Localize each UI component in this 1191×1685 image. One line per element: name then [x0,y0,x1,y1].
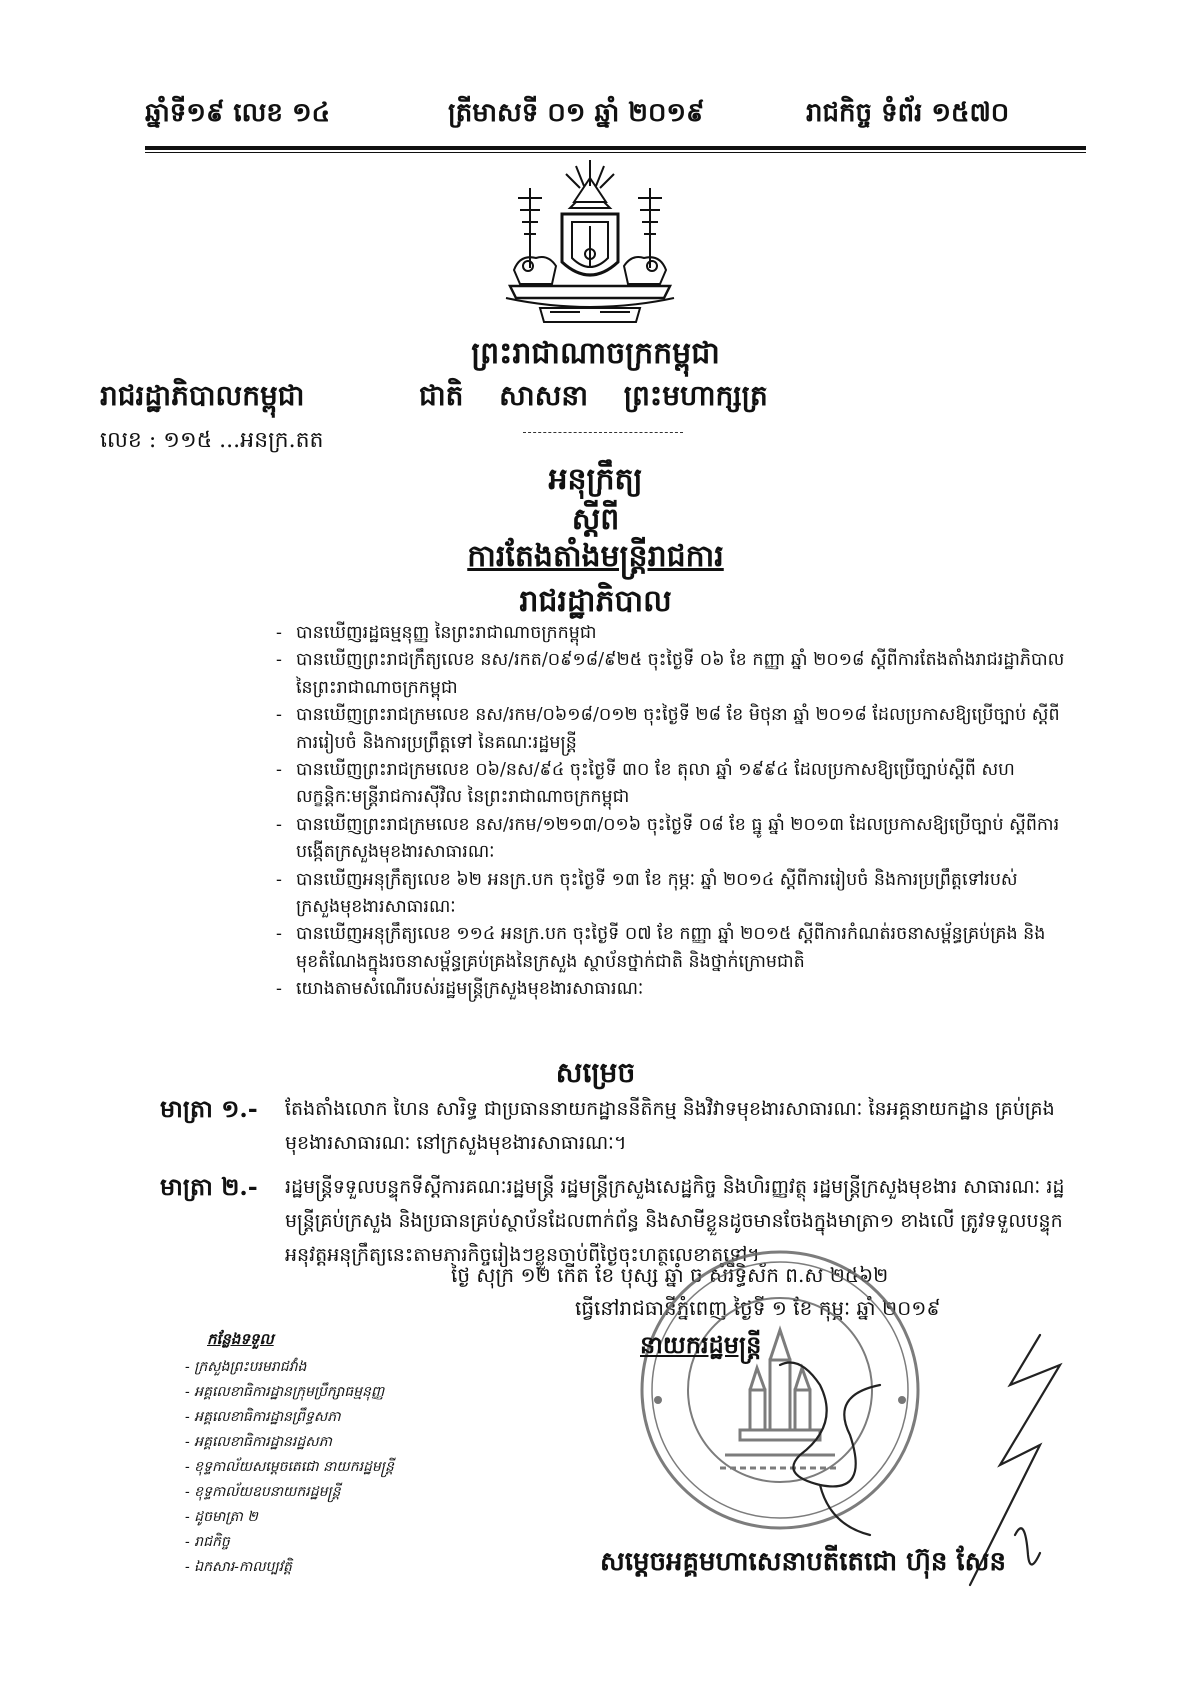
document-subject [0,537,1191,581]
recipient-item: - អគ្គលេខាធិការដ្ឋានក្រុមប្រឹក្សាធម្មនុញ្ញ [185,1384,385,1400]
recipients-title-text: កន្លែងទទួល [207,1330,274,1348]
recipient-item: - ឯកសារ-កាលប្បវត្តិ [185,1559,292,1575]
recipient-item: - អគ្គលេខាធិការដ្ឋានព្រឹទ្ធសភា [185,1409,341,1425]
recipient-item: - ខុទ្ទកាល័យឧបនាយករដ្ឋមន្ត្រី [185,1484,341,1500]
gazette-quarter-date: ត្រីមាសទី ០១ ឆ្នាំ ២០១៩ [448,98,705,128]
recipient-item: - ខុទ្ទកាល័យសម្តេចតេជោ នាយករដ្ឋមន្ត្រី [185,1459,394,1475]
header-rule [145,146,1086,150]
decision-heading: សម្រេច [555,1056,636,1089]
national-motto: ជាតិ សាសនា ព្រះមហាក្សត្រ [419,379,768,412]
recipients-title [207,1330,274,1352]
clause-item: - បានឃើញព្រះរាជក្រមលេខ នស/រកម/១២១៣/០១៦ ចុះថ្ងៃទី ០៨ ខែ ធ្នូ ឆ្នាំ ២០១៣ ដែលប្រកាសឱ្យប្រើច្បាប់ ស្តីពីការបង្កើតក្រសួងមុខងារសាធារណៈ [276,812,1066,867]
clause-item: - យោងតាមសំណើរបស់រដ្ឋមន្ត្រីក្រសួងមុខងារសាធារណៈ [276,976,1066,1003]
recipient-item: - ក្រសួងព្រះបរមរាជវាំង [185,1359,307,1375]
recipient-item: - អគ្គលេខាធិការដ្ឋានរដ្ឋសភា [185,1434,332,1450]
clause-item: - បានឃើញព្រះរាជក្រឹត្យលេខ នស/រកត/០៩១៨/៩២៥ ចុះថ្ងៃទី ០៦ ខែ កញ្ញា ឆ្នាំ ២០១៨ ស្តីពីការតែងតាំងរាជរដ្ឋាភិបាល នៃព្រះរាជាណាចក្រកម្ពុជា [276,647,1066,702]
lunar-date: ថ្ងៃ សុក្រ ១២ កើត ខែ បុស្ស ឆ្នាំ ច សំរឹទ្ធិស័ក ព.ស ២៥៦២ [451,1263,889,1287]
article-2-text: រដ្ឋមន្ត្រីទទួលបន្ទុកទីស្តីការគណៈរដ្ឋមន្ត្រី រដ្ឋមន្ត្រីក្រសួងសេដ្ឋកិច្ច និងហិរញ្ញវត្ថុ រដ្ឋមន្ត្រីក្រសួងមុខងារ សាធារណៈ រដ្ឋមន្ត្រីគ្រប់ក្រសួង និងប្រធានគ្រប់ស្ថាប័នដែលពាក់ព័ន្ធ និងសាមីខ្លួនដូចមានចែងក្នុងមាត្រា១ ខាងលើ ត្រូវទទួលបន្ទុកអនុវត្តអនុក្រឹត្យនេះតាមភារកិច្ចរៀងៗខ្លួនចាប់ពីថ្ងៃចុះហត្ថលេខាតទៅ។ [285,1176,1065,1266]
article-2-label: មាត្រា ២.- [160,1172,258,1201]
government-name: រាជរដ្ឋាភិបាលកម្ពុជា [100,379,305,412]
clause-item: - បានឃើញរដ្ឋធម្មនុញ្ញ នៃព្រះរាជាណាចក្រកម្ពុជា [276,620,1066,647]
header-rule-thin [145,152,1086,153]
gazette-page-number: រាជកិច្ច ទំព័រ ១៥៧០ [806,98,1010,128]
clause-item: - បានឃើញព្រះរាជក្រមលេខ នស/រកម/០៦១៨/០១២ ចុះថ្ងៃទី ២៨ ខែ មិថុនា ឆ្នាំ ២០១៨ ដែលប្រកាសឱ្យប្រើច្បាប់ ស្តីពីការរៀបចំ និងការប្រព្រឹត្តទៅ នៃគណៈរដ្ឋមន្ត្រី [276,702,1066,757]
kingdom-name: ព្រះរាជាណាចក្រកម្ពុជា [471,336,720,371]
clause-item: - បានឃើញអនុក្រឹត្យលេខ ៦២ អនក្រ.បក ចុះថ្ងៃទី ១៣ ខែ កុម្ភៈ ឆ្នាំ ២០១៤ ស្តីពីការរៀបចំ និងការប្រព្រឹត្តទៅរបស់ ក្រសួងមុខងារសាធារណៈ [276,867,1066,922]
reference-number: លេខ : ១១៥ ...អនក្រ.តត [100,428,324,453]
place-and-date: ធ្វើនៅរាជធានីភ្នំពេញ ថ្ងៃទី ១ ខែ កុម្ភៈ ឆ្នាំ ២០១៩ [575,1296,941,1320]
document-about: ស្តីពី [571,502,620,537]
gazette-issue: ឆ្នាំទី១៩ លេខ ១៤ [145,98,331,128]
preamble-clauses [276,620,1066,1004]
prime-minister-title [640,1330,761,1365]
prime-minister-name: សម្តេចអគ្គមហាសេនាបតីតេជោ ហ៊ុន សែន [600,1547,1006,1577]
clause-item: - បានឃើញអនុក្រឹត្យលេខ ១១៤ អនក្រ.បក ចុះថ្ងៃទី ០៧ ខែ កញ្ញា ឆ្នាំ ២០១៥ ស្តីពីការកំណត់រចនាសម្ព័ន្ធគ្រប់គ្រង និង មុខតំណែងក្នុងរចនាសម្ព័ន្ធគ្រប់គ្រងនៃក្រសួង ស្ថាប័នថ្នាក់ជាតិ និងថ្នាក់ក្រោមជាតិ [276,921,1066,976]
motto-separator [523,432,683,433]
document-subject-text: ការតែងតាំងមន្ត្រីរាជការ [467,539,724,574]
recipient-item: - ដូចមាត្រា ២ [185,1509,258,1525]
clause-item: - បានឃើញព្រះរាជក្រមលេខ ០៦/នស/៩៤ ចុះថ្ងៃទី ៣០ ខែ តុលា ឆ្នាំ ១៩៩៤ ដែលប្រកាសឱ្យប្រើច្បាប់ស្តីពី សហលក្ខន្តិកៈមន្ត្រីរាជការស៊ីវិល នៃព្រះរាជាណាចក្រកម្ពុជា [276,757,1066,812]
prime-minister-title-text: នាយករដ្ឋមន្ត្រី [640,1330,762,1359]
article-1-label: មាត្រា ១.- [160,1094,258,1123]
issuing-authority: រាជរដ្ឋាភិបាល [519,584,672,619]
royal-coat-of-arms-icon [500,158,680,326]
article-1-text: តែងតាំងលោក ហៃន សារិទ្ធ ជាប្រធាននាយកដ្ឋាននីតិកម្ម និងវិវាទមុខងារសាធារណៈ នៃអគ្គនាយកដ្ឋាន គ្រប់គ្រងមុខងារសាធារណៈ នៅក្រសួងមុខងារសាធារណៈ។ [285,1098,1055,1154]
document-type: អនុក្រឹត្យ [548,462,643,497]
recipient-item: - រាជកិច្ច [185,1534,230,1550]
